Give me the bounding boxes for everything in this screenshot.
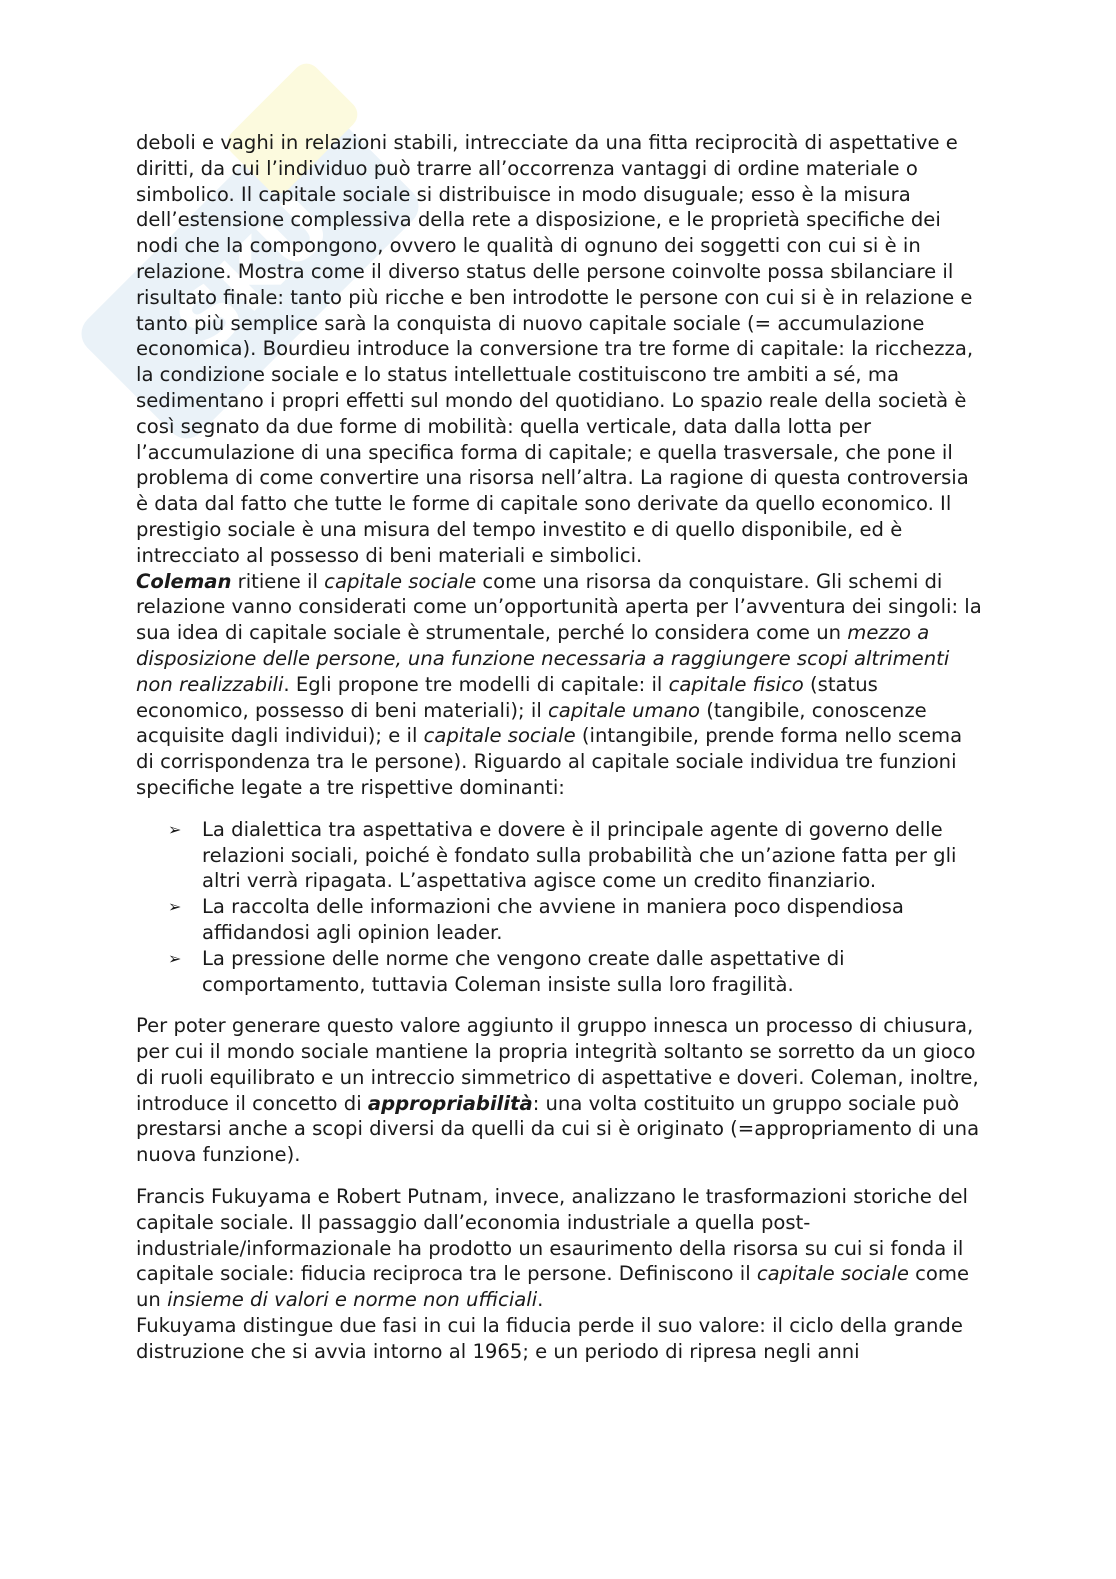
arrow-bullet-icon: ➢ <box>168 819 182 839</box>
arrow-bullet-icon: ➢ <box>168 948 182 968</box>
paragraph-bourdieu: deboli e vaghi in relazioni stabili, intrecciate da una fitta reciprocità di aspettative e diritti, da cui l’individuo può trarre all’occorrenza vantaggi di ordine materiale o simbolico. Il capitale sociale si distribuisce in modo disuguale; esso è la misura dell’estensione complessiva della rete a disposizione, e le proprietà specifiche dei nodi che la compongono, ovvero le qualità di ognuno dei soggetti con cui si è in relazione. Mostra come il diverso status delle persone coinvolte possa sbilanciare il risultato finale: tanto più ricche e ben introdotte le persone con cui si è in relazione e tanto più semplice sarà la conquista di nuovo capitale sociale (= accumulazione economica). Bourdieu introduce la conversione tra tre forme di capitale: la ricchezza, la condizione sociale e lo status intellettuale costituiscono tre ambiti a sé, ma sedimentano i propri effetti sul mondo del quotidiano. Lo spazio reale della società è così segnato da due forme di mobilità: quella verticale, data dalla lotta per l’accumulazione di una specifica forma di capitale; e quella trasversale, che pone il problema di come convertire una risorsa nell’altra. La ragione di questa controversia è data dal fatto che tutte le forme di capitale sono derivate da quello economico. Il prestigio sociale è una misura del tempo investito e di quello disponibile, ed è intrecciato al possesso di beni materiali e simbolici. <box>136 131 974 567</box>
document-body <box>136 130 986 1365</box>
bullet-item: ➢ La dialettica tra aspettativa e dovere è il principale agente di governo delle relazioni sociali, poiché è fondato sulla probabilità che un’azione fatta per gli altri verrà ripagata. L’aspettativa agisce come un credito finanziario. <box>168 817 957 893</box>
bullet-item: ➢ La pressione delle norme che vengono create dalle aspettative di comportamento, tuttavia Coleman insiste sulla loro fragilità. <box>168 946 845 996</box>
appropriabilita-term: appropriabilità <box>367 1091 533 1115</box>
paragraph-fukuyama-fasi: Fukuyama distingue due fasi in cui la fiducia perde il suo valore: il ciclo della grande distruzione che si avvia intorno al 1965; e un periodo di ripresa negli anni <box>136 1314 963 1363</box>
paragraph-chiusura: Per poter generare questo valore aggiunto il gruppo innesca un processo di chiusura, per cui il mondo sociale mantiene la propria integrità soltanto se sorretto da un gioco di ruoli equilibrato e un intreccio simmetrico di aspettative e doveri. Coleman, inoltre, introduce il concetto di appropriabilità: una volta costituito un gruppo sociale può prestarsi anche a scopi diversi da quelli da cui si è originato (=appropriamento di una nuova funzione). <box>136 1014 980 1167</box>
bullet-item: ➢ La raccolta delle informazioni che avviene in maniera poco dispendiosa affidandosi agli opinion leader. <box>168 895 904 944</box>
arrow-bullet-icon: ➢ <box>168 897 182 917</box>
paragraph-coleman: Coleman ritiene il capitale sociale come una risorsa da conquistare. Gli schemi di relazione vanno considerati come un’opportunità aperta per l’avventura dei singoli: la sua idea di capitale sociale è strumentale, perché lo considera come un mezzo a disposizione delle persone, una funzione necessaria a raggiungere scopi altrimenti non realizzabili. Egli propone tre modelli di capitale: il capitale fisico (status economico, possesso di beni materiali); il capitale umano (tangibile, conoscenze acquisite dagli individui); e il capitale sociale (intangibile, prende forma nello scema di corrispondenza tra le persone). Riguardo al capitale sociale individua tre funzioni specifiche legate a tre rispettive dominanti: <box>136 569 982 799</box>
svg-text:SKU: SKU <box>159 179 350 370</box>
paragraph-fukuyama-putnam: Francis Fukuyama e Robert Putnam, invece, analizzano le trasformazioni storiche del capitale sociale. Il passaggio dall’economia industriale a quella post-industriale/informazionale ha prodotto un esaurimento della risorsa su cui si fonda il capitale sociale: fiducia reciproca tra le persone. Definiscono il capitale sociale come un insieme di valori e norme non ufficiali. <box>136 1185 970 1312</box>
coleman-name: Coleman <box>136 569 232 593</box>
functions-bullet-list <box>136 817 986 998</box>
